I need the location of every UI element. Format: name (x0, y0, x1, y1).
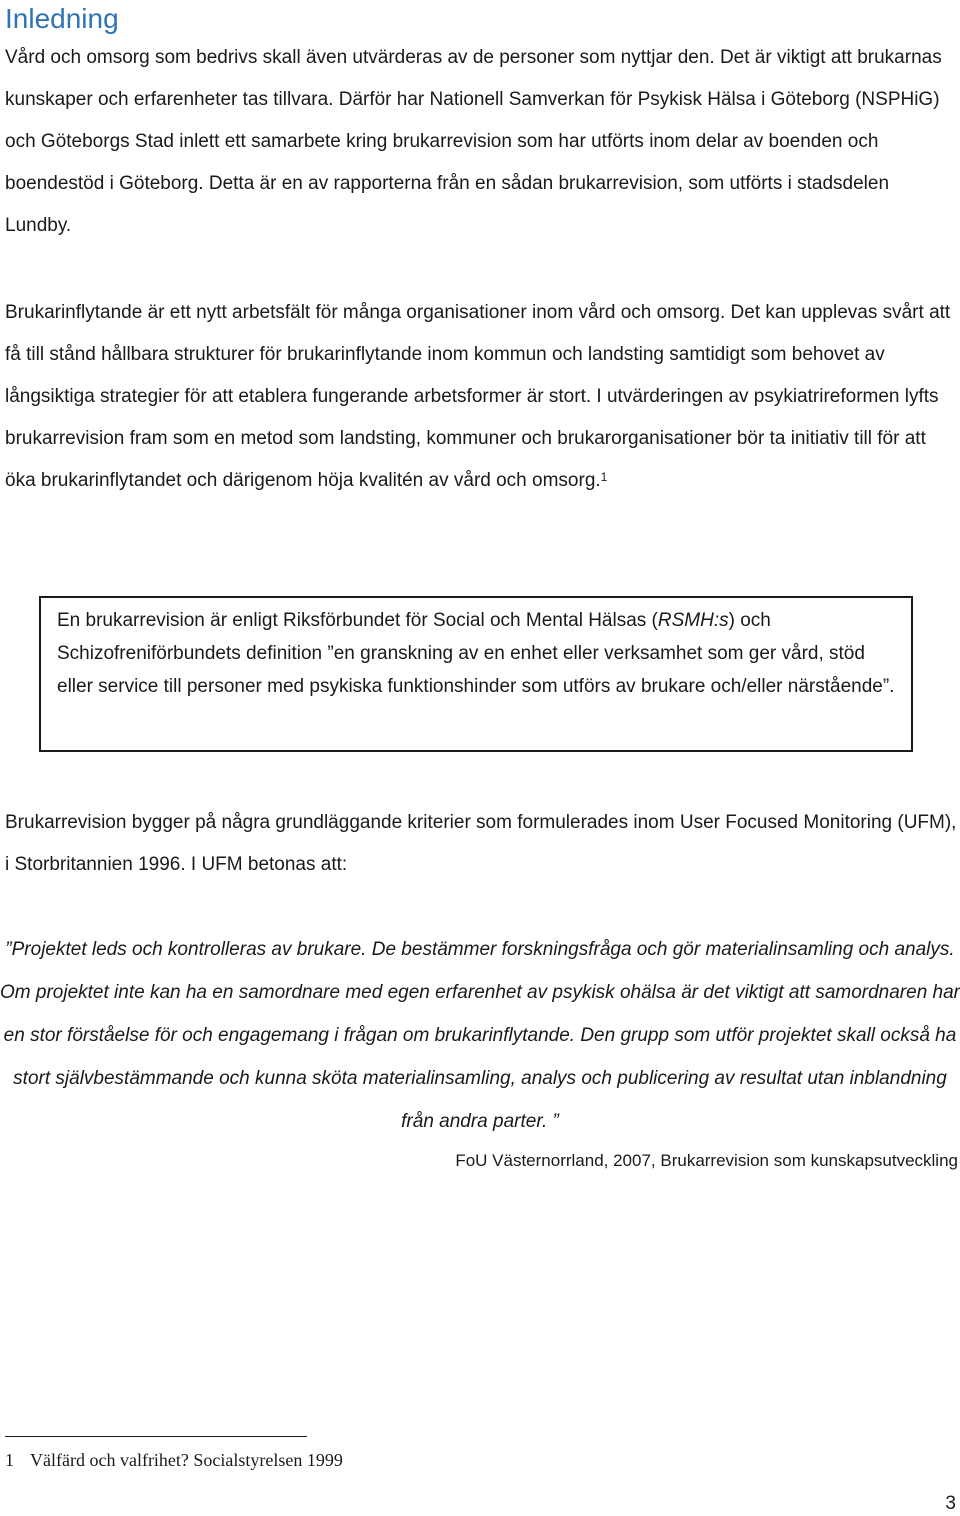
definition-text-after: ) och Schizofreniförbundets definition ”en granskning av en enhet eller verksamhet som ger vård, stöd eller service till personer med psykiska funktionshinder som utförs av brukare och/eller närstående”. (57, 610, 895, 697)
intro-paragraph: Vård och omsorg som bedrivs skall även utvärderas av de personer som nyttjar den. Det är viktigt att brukarnas kunskaper och erfarenheter tas tillvara. Därför har Nationell Samverkan för Psykisk Hälsa i Göteborg (NSPHiG) och Göteborgs Stad inlett ett samarbete kring brukarrevision som har utförts inom delar av boenden och boendestöd i Göteborg. Detta är en av rapporterna från en sådan brukarrevision, som utförts i stadsdelen Lundby. (5, 47, 942, 236)
paragraph-text: Brukarinflytande är ett nytt arbetsfält för många organisationer inom vård och omsorg. Det kan upplevas svårt att få till stånd hållbara strukturer för brukarinflytande inom kommun och landsting samtidigt som behovet av långsiktiga strategier för att etablera fungerande arbetsformer är stort. I utvärderingen av psykiatrireformen lyfts brukarrevision fram som en metod som landsting, kommuner och brukarorganisationer bör ta initiativ till för att öka brukarinflytandet och därigenom höja kvalitén av vård och omsorg. (5, 302, 951, 491)
page-number: 3 (945, 1493, 956, 1514)
footnote-text: Välfärd och valfrihet? Socialstyrelsen 1999 (30, 1450, 343, 1470)
definition-abbreviation: RSMH:s (657, 610, 729, 631)
ufm-paragraph: Brukarrevision bygger på några grundläggande kriterier som formulerades inom User Focused Monitoring (UFM), i Storbritannien 1996. I UFM betonas att: (5, 812, 957, 875)
page-heading: Inledning (5, 3, 119, 34)
definition-text-before: En brukarrevision är enligt Riksförbundet för Social och Mental Hälsas ( (57, 610, 658, 631)
quote-source: FoU Västernorrland, 2007, Brukarrevision som kunskapsutveckling (455, 1151, 958, 1170)
definition-text (57, 604, 897, 703)
definition-box (39, 596, 913, 752)
footnote-number: 1 (5, 1450, 14, 1470)
block-quote: ”Projektet leds och kontrolleras av brukare. De bestämmer forskningsfråga och gör materialinsamling och analys. Om projektet inte kan ha en samordnare med egen erfarenhet av psykisk ohälsa är det viktigt att samordnaren har en stor förståelse för och engagemang i frågan om brukarinflytande. Den grupp som utför projektet skall också ha stort självbestämmande och kunna sköta materialinsamling, analys och publicering av resultat utan inblandning från andra parter. ” (0, 939, 960, 1132)
footnote (5, 1446, 343, 1474)
footnote-divider (5, 1436, 307, 1437)
footnote-reference[interactable]: 1 (600, 470, 608, 484)
brukarinflytande-paragraph (5, 292, 960, 502)
